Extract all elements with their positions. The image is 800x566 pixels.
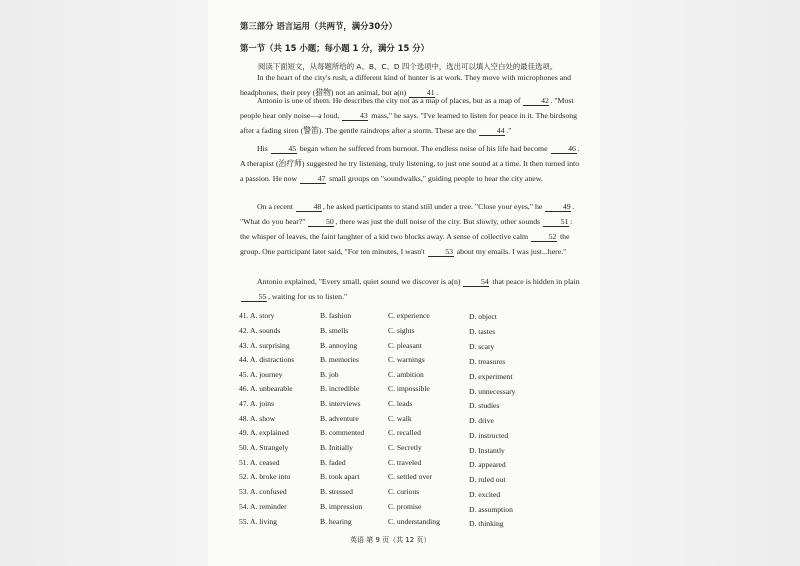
option-51-c: C. traveled (388, 458, 422, 467)
option-46-c: C. impossible (388, 384, 430, 393)
passage-text: that peace is hidden in plain (490, 277, 580, 286)
option-50-a: 50. A. Strangely (239, 443, 289, 452)
option-48-c: C. walk (388, 414, 412, 423)
option-47-c: C. leads (388, 399, 413, 408)
option-53-d: D. excited (469, 490, 501, 499)
option-47-a: 47. A. joins (239, 399, 275, 408)
passage-text: . "What do you hear?" (240, 202, 575, 226)
passage-text: the group. One participant later said, "For ten minutes, I wasn't (240, 232, 570, 256)
option-46-d: D. unnecessary (469, 387, 516, 396)
scan-margin-left (0, 0, 208, 566)
option-41-a: 41. A. story (239, 311, 275, 320)
option-54-a: 54. A. reminder (239, 502, 287, 511)
option-45-a: 45. A. journey (239, 370, 283, 379)
option-44-c: C. warnings (388, 355, 425, 364)
option-55-b: B. hearing (320, 517, 352, 526)
option-48-d: D. drive (469, 416, 494, 425)
option-42-c: C. sights (388, 326, 415, 335)
option-43-d: D. scary (469, 342, 495, 351)
option-47-b: B. interviews (320, 399, 361, 408)
option-52-d: D. ruled out (469, 475, 506, 484)
passage-text: . "Most people hear only noise—a loud, (240, 96, 574, 120)
option-55-c: C. understanding (388, 517, 440, 526)
option-41-d: D. object (469, 312, 497, 321)
option-45-c: C. ambition (388, 370, 424, 379)
passage-text: His (257, 144, 270, 153)
option-42-a: 42. A. sounds (239, 326, 281, 335)
blank-43: 43 (342, 111, 368, 121)
option-46-b: B. incredible (320, 384, 360, 393)
blank-44: 44 (479, 126, 505, 136)
passage-text: . A therapist (治疗师) suggested he try listening, truly listening, to just one sound at a time. It then turned into a passion. He now (240, 144, 580, 183)
option-52-a: 52. A. broke into (239, 472, 291, 481)
passage-paragraph-5 (240, 274, 583, 304)
passage-text: . (436, 88, 439, 97)
option-49-c: C. recalled (388, 428, 421, 437)
page-footer: 英语 第 9 页（共 12 页） (350, 536, 431, 544)
blank-48: 48 (296, 202, 322, 212)
option-45-b: B. job (320, 370, 339, 379)
option-55-a: 55. A. living (239, 517, 277, 526)
option-50-b: B. Initially (320, 443, 353, 452)
passage-text: began when he suffered from burnout. The endless noise of his life had become (297, 144, 550, 153)
blank-51: 51 (543, 217, 569, 227)
blank-42: 42 (523, 96, 549, 106)
passage-text: mass," he says. "I've learned to listen for peace in it. The birdsong after a fading siren (警笛). The gentle raindrops after a storm. These are the (240, 111, 578, 135)
instruction: 阅读下面短文，从每题所给的 A、B、C、D 四个选项中，选出可以填入空白处的最佳选项。 (258, 62, 558, 71)
passage-text: , he asked participants to stand still under a tree. "Close your eyes," he (322, 202, 545, 211)
option-44-a: 44. A. distractions (239, 355, 295, 364)
passage-text: : the whisper of leaves, the faint laughter of a kid two blocks away. A sense of collective calm (240, 217, 573, 241)
blank-46: 46 (551, 144, 577, 154)
option-53-a: 53. A. confused (239, 487, 287, 496)
passage-text: Antonio is one of them. He describes the city not as a map of places, but as a map of (257, 96, 523, 105)
option-49-d: D. instructed (469, 431, 509, 440)
option-52-c: C. settled over (388, 472, 433, 481)
option-47-d: D. studies (469, 401, 500, 410)
option-51-a: 51. A. ceased (239, 458, 280, 467)
blank-50: 50 (308, 217, 334, 227)
option-42-b: B. smells (320, 326, 349, 335)
option-54-b: B. impression (320, 502, 363, 511)
section-title: 第三部分 语言运用（共两节，满分30分） (240, 21, 397, 31)
option-44-b: B. memories (320, 355, 359, 364)
option-48-b: B. adventure (320, 414, 359, 423)
option-44-d: D. treasures (469, 357, 506, 366)
option-50-c: C. Secretly (388, 443, 422, 452)
blank-55: 55 (241, 292, 267, 302)
option-43-b: B. annoying (320, 341, 358, 350)
passage-text: On a recent (257, 202, 295, 211)
passage-paragraph-4 (240, 199, 583, 259)
option-55-d: D. thinking (469, 519, 504, 528)
passage-text: , waiting for us to listen." (268, 292, 348, 301)
passage-paragraph-2 (240, 93, 583, 138)
passage-paragraph-3 (240, 141, 583, 186)
blank-52: 52 (531, 232, 557, 242)
blank-41: 41 (409, 88, 435, 98)
passage-text: Antonio explained, "Every small, quiet sound we discover is a(n) (257, 277, 463, 286)
passage-text: , there was just the dull noise of the city. But slowly, other sounds (335, 217, 543, 226)
passage-text: small groups on "soundwalks," guiding people to hear the city anew. (327, 174, 543, 183)
option-49-a: 49. A. explained (239, 428, 289, 437)
option-43-c: C. pleasant (388, 341, 422, 350)
blank-45: 45 (271, 144, 297, 154)
passage-text: In the heart of the city's rush, a different kind of hunter is at work. They move with microphones and headphones, their prey (猎物) not an animal, but a(n) (240, 73, 571, 97)
option-41-c: C. experience (388, 311, 430, 320)
blank-49: 49 (545, 202, 571, 212)
blank-53: 53 (428, 247, 454, 257)
option-49-b: B. commented (320, 428, 365, 437)
option-42-d: D. tastes (469, 327, 496, 336)
option-54-d: D. assumption (469, 505, 513, 514)
passage-text: about my emails. I was just...here." (454, 247, 567, 256)
blank-47: 47 (300, 174, 326, 184)
option-51-b: B. faded (320, 458, 346, 467)
option-50-d: D. Instantly (469, 446, 505, 455)
subsection-title: 第一节（共 15 小题；每小题 1 分，满分 15 分） (240, 43, 430, 53)
option-45-d: D. experiment (469, 372, 513, 381)
blank-54: 54 (463, 277, 489, 287)
option-54-c: C. promise (388, 502, 422, 511)
option-53-c: C. curious (388, 487, 420, 496)
option-52-b: B. took apart (320, 472, 360, 481)
option-41-b: B. fashion (320, 311, 352, 320)
option-53-b: B. stressed (320, 487, 353, 496)
option-43-a: 43. A. surprising (239, 341, 290, 350)
option-51-d: D. appeared (469, 460, 506, 469)
option-48-a: 48. A. show (239, 414, 276, 423)
passage-text: ." (506, 126, 512, 135)
scan-margin-right (600, 0, 800, 566)
option-46-a: 46. A. unbearable (239, 384, 293, 393)
